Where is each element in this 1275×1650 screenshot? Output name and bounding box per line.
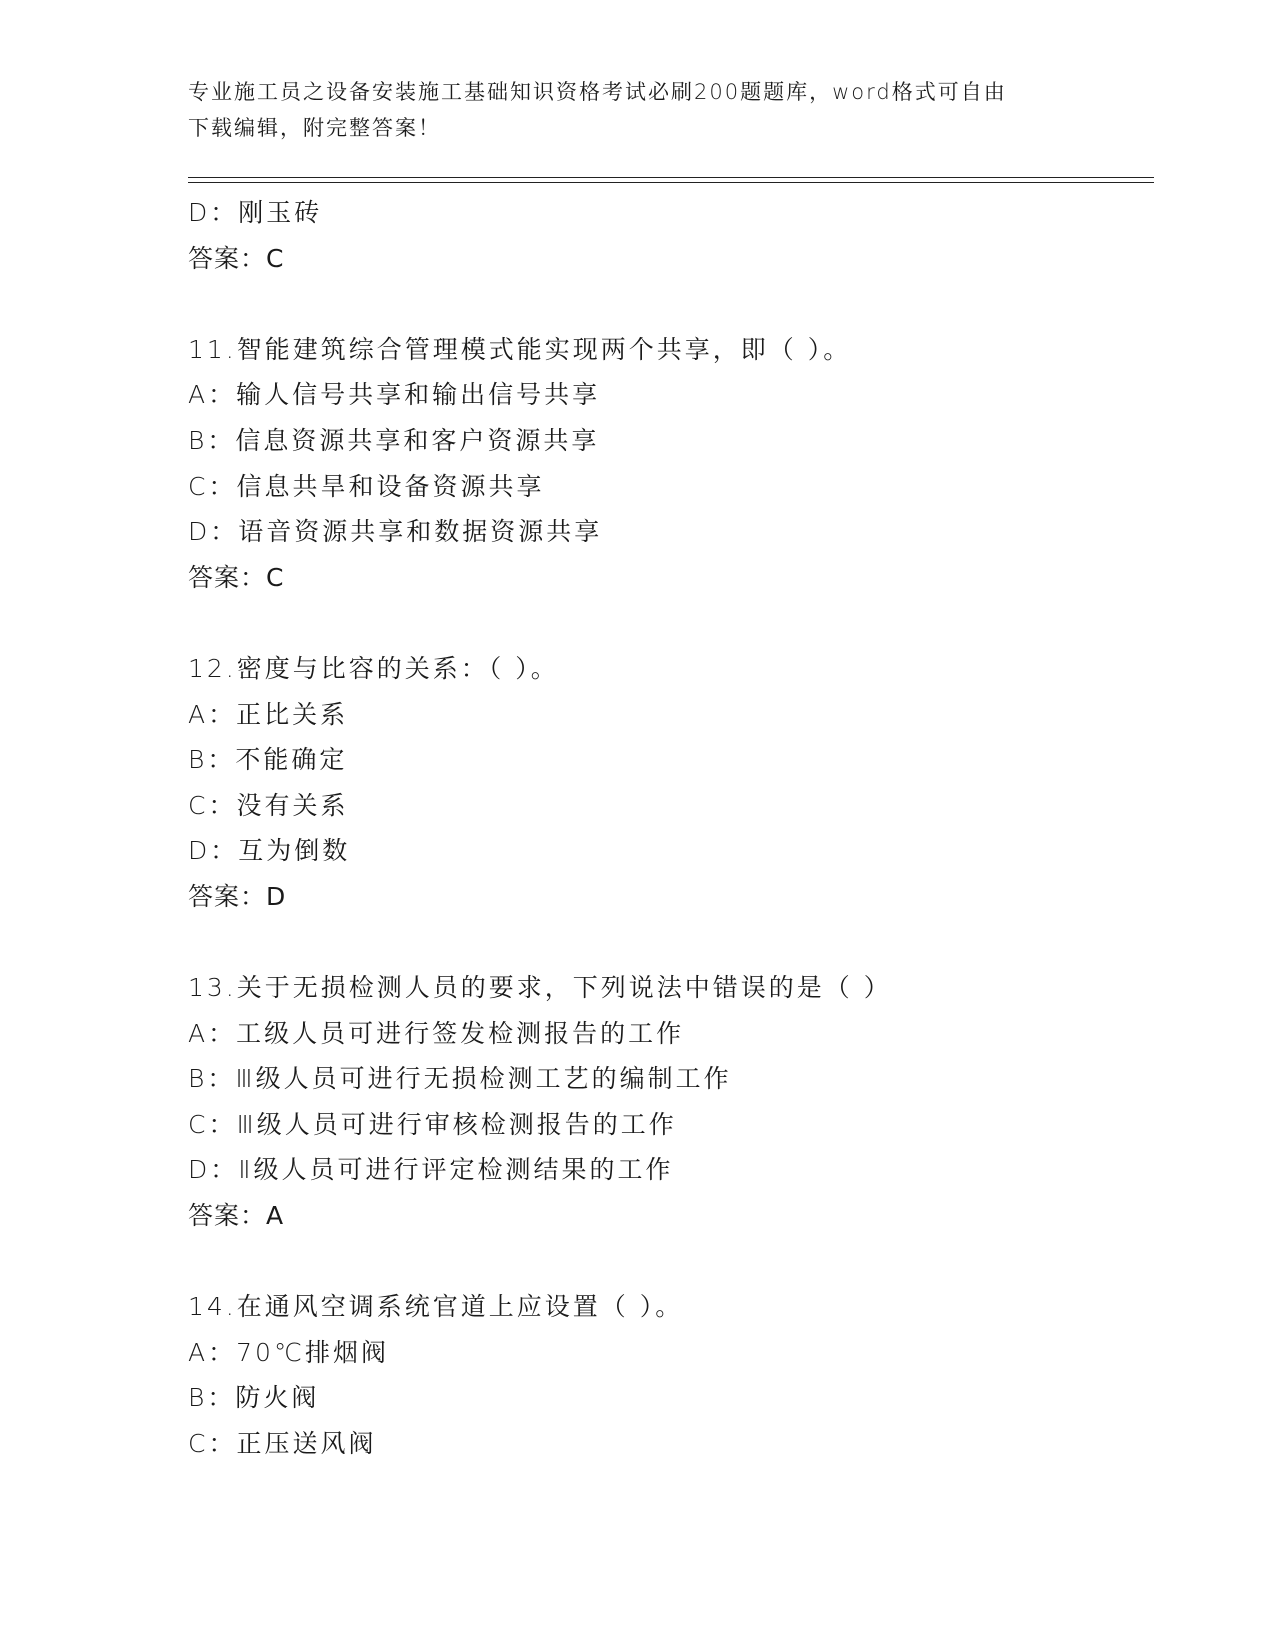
- question-stem: 12.密度与比容的关系：（ ）。: [188, 653, 559, 683]
- question-stem: 11.智能建筑综合管理模式能实现两个共享，即（ ）。: [188, 334, 852, 364]
- option-a: A：工级人员可进行签发检测报告的工作: [188, 1018, 685, 1048]
- option-a: A：输人信号共享和输出信号共享: [188, 380, 601, 410]
- question-13: [188, 965, 1154, 1239]
- option-b: B：信息资源共享和客户资源共享: [188, 425, 600, 455]
- option-c: C：没有关系: [188, 790, 349, 820]
- question-list: [188, 190, 1154, 1467]
- option-d: D：互为倒数: [188, 836, 351, 866]
- header-line-2: 下载编辑，附完整答案！: [188, 116, 441, 140]
- answer: 答案：C: [188, 562, 285, 592]
- question-14: [188, 1284, 1154, 1466]
- spacer: [188, 920, 1154, 966]
- header-rule-bottom: [188, 182, 1154, 183]
- option-c: C：正压送风阀: [188, 1429, 377, 1459]
- option-b: B：Ⅲ级人员可进行无损检测工艺的编制工作: [188, 1064, 732, 1094]
- question-12: [188, 646, 1154, 920]
- question-11: [188, 327, 1154, 601]
- prev-answer: 答案：C: [188, 243, 285, 273]
- option-b: B：防火阀: [188, 1383, 320, 1413]
- option-a: A：正比关系: [188, 699, 349, 729]
- option-c: C：Ⅲ级人员可进行审核检测报告的工作: [188, 1109, 677, 1139]
- spacer: [188, 281, 1154, 327]
- header-line-1: 专业施工员之设备安装施工基础知识资格考试必刷200题题库，word格式可自由: [188, 80, 1007, 104]
- answer: 答案：A: [188, 1201, 285, 1231]
- header-rule-top: [188, 177, 1154, 178]
- page-header: [188, 74, 1088, 146]
- answer: 答案：D: [188, 881, 287, 911]
- option-c: C：信息共旱和设备资源共享: [188, 471, 545, 501]
- spacer: [188, 1239, 1154, 1285]
- option-d: D：Ⅱ级人员可进行评定检测结果的工作: [188, 1155, 674, 1185]
- prev-option-d: D：刚玉砖: [188, 198, 323, 227]
- spacer: [188, 600, 1154, 646]
- question-stem: 14.在通风空调系统官道上应设置（ ）。: [188, 1292, 684, 1322]
- option-a: A：70℃排烟阀: [188, 1337, 389, 1367]
- option-d: D：语音资源共享和数据资源共享: [188, 517, 603, 547]
- option-b: B：不能确定: [188, 745, 348, 775]
- question-stem: 13.关于无损检测人员的要求，下列说法中错误的是（ ）: [188, 973, 892, 1003]
